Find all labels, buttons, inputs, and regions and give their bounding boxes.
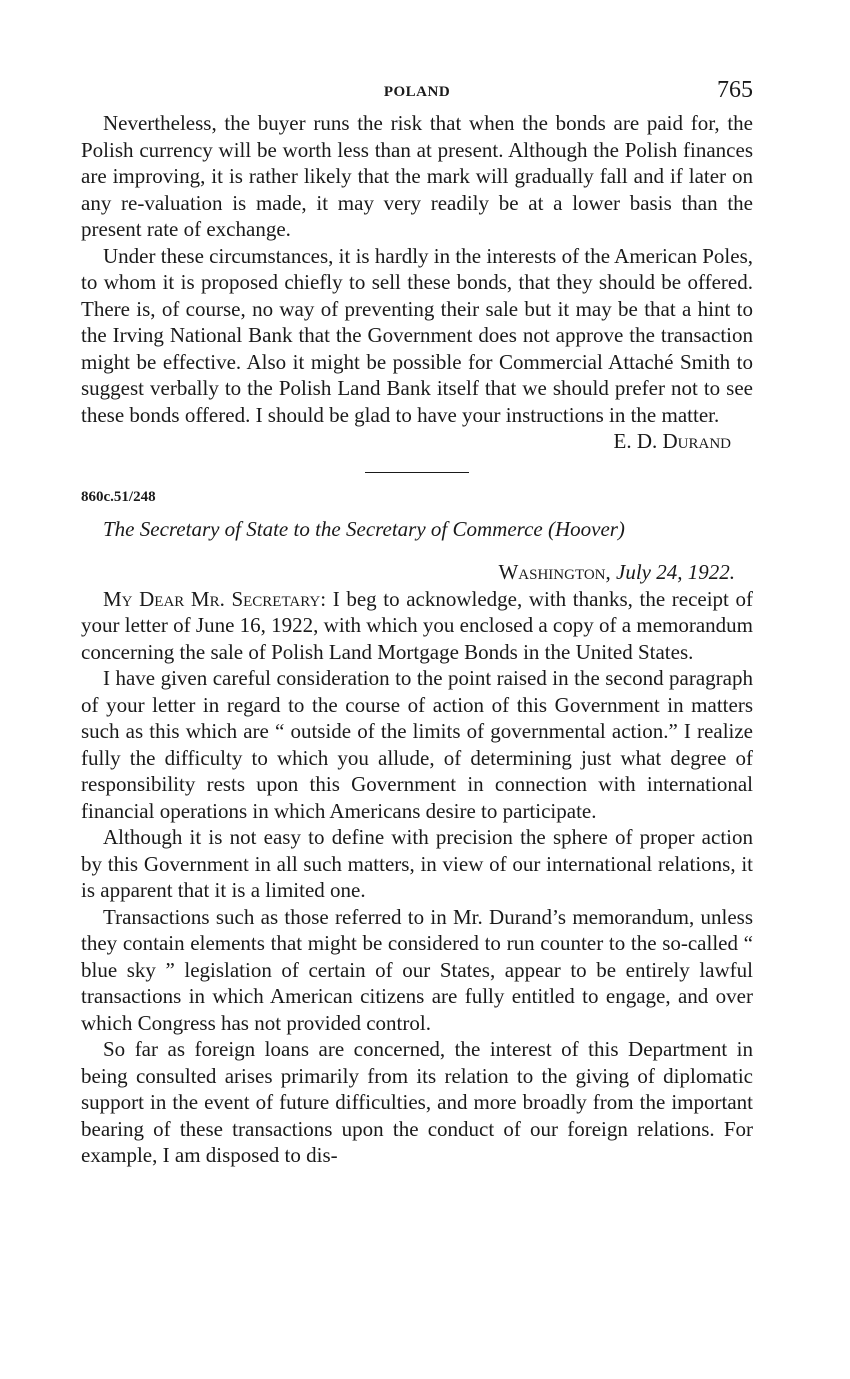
file-number: 860c.51/248 xyxy=(81,488,156,505)
body-paragraph: So far as foreign loans are concerned, the interest of this Department in being consulted arises primarily from its relation to the giving of diplomatic support in the event of future difficulties, and more broadly from the important bearing of these transactions upon the conduct of our foreign relations. For example, I am disposed to dis- xyxy=(81,1037,753,1167)
body-paragraph: Under these circumstances, it is hardly in the interests of the American Poles, to whom it is proposed chiefly to sell these bonds, that they should be offered. There is, of course, no way of preventing their sale but it may be that a hint to the Irving National Bank that the Government does not approve the transaction might be effective. Also it might be possible for Commercial Attaché Smith to suggest verbally to the Polish Land Bank itself that we should prefer not to see these bonds offered. I should be glad to have your instructions in the matter. xyxy=(81,243,753,427)
running-title: POLAND xyxy=(383,84,451,100)
dateline-place: Washington, xyxy=(498,559,611,584)
dateline xyxy=(81,559,753,585)
signature: E. D. Durand xyxy=(613,429,731,453)
running-head xyxy=(81,76,753,110)
body-paragraph: Transactions such as those referred to in Mr. Durand’s memorandum, unless they contain elements that might be considered to run counter to the so-called “ blue sky ” legislation of certain of our States, appear to be entirely lawful transactions in which American citizens are fully entitled to engage, and over which Congress has not provided control. xyxy=(81,904,753,1035)
page-number: 765 xyxy=(717,77,753,103)
body-paragraph: Although it is not easy to define with precision the sphere of proper action by this Government in all such matters, in view of our international relations, it is apparent that it is a limited one. xyxy=(81,825,753,902)
opening-paragraph xyxy=(81,586,753,666)
dateline-date: July 24, 1922. xyxy=(616,559,735,584)
salutation: My Dear Mr. Secretary: xyxy=(103,586,327,611)
section-divider xyxy=(365,472,469,473)
body-paragraph: I have given careful consideration to the point raised in the second paragraph of your letter in regard to the course of action of this Government in matters such as this which are “ outside of the limits of governmental action.” I realize fully the difficulty to which you allude, of determining just what degree of responsibility rests upon this Government in connection with international financial operations in which Americans desire to participate. xyxy=(81,666,753,823)
body-paragraph: Nevertheless, the buyer runs the risk that when the bonds are paid for, the Polish currency will be worth less than at present. Although the Polish finances are improving, it is rather likely that the mark will gradually fall and if later on any re-valuation is made, it may very readily be at a lower basis than the present rate of exchange. xyxy=(81,111,753,241)
document-page xyxy=(81,76,753,1169)
document-title: The Secretary of State to the Secretary of Commerce (Hoover) xyxy=(103,516,625,541)
opening-text: I beg to acknowledge, with thanks, the receipt of your letter of June 16, 1922, with which you enclosed a copy of a memorandum concerning the sale of Polish Land Mortgage Bonds in the United States. xyxy=(81,586,753,664)
